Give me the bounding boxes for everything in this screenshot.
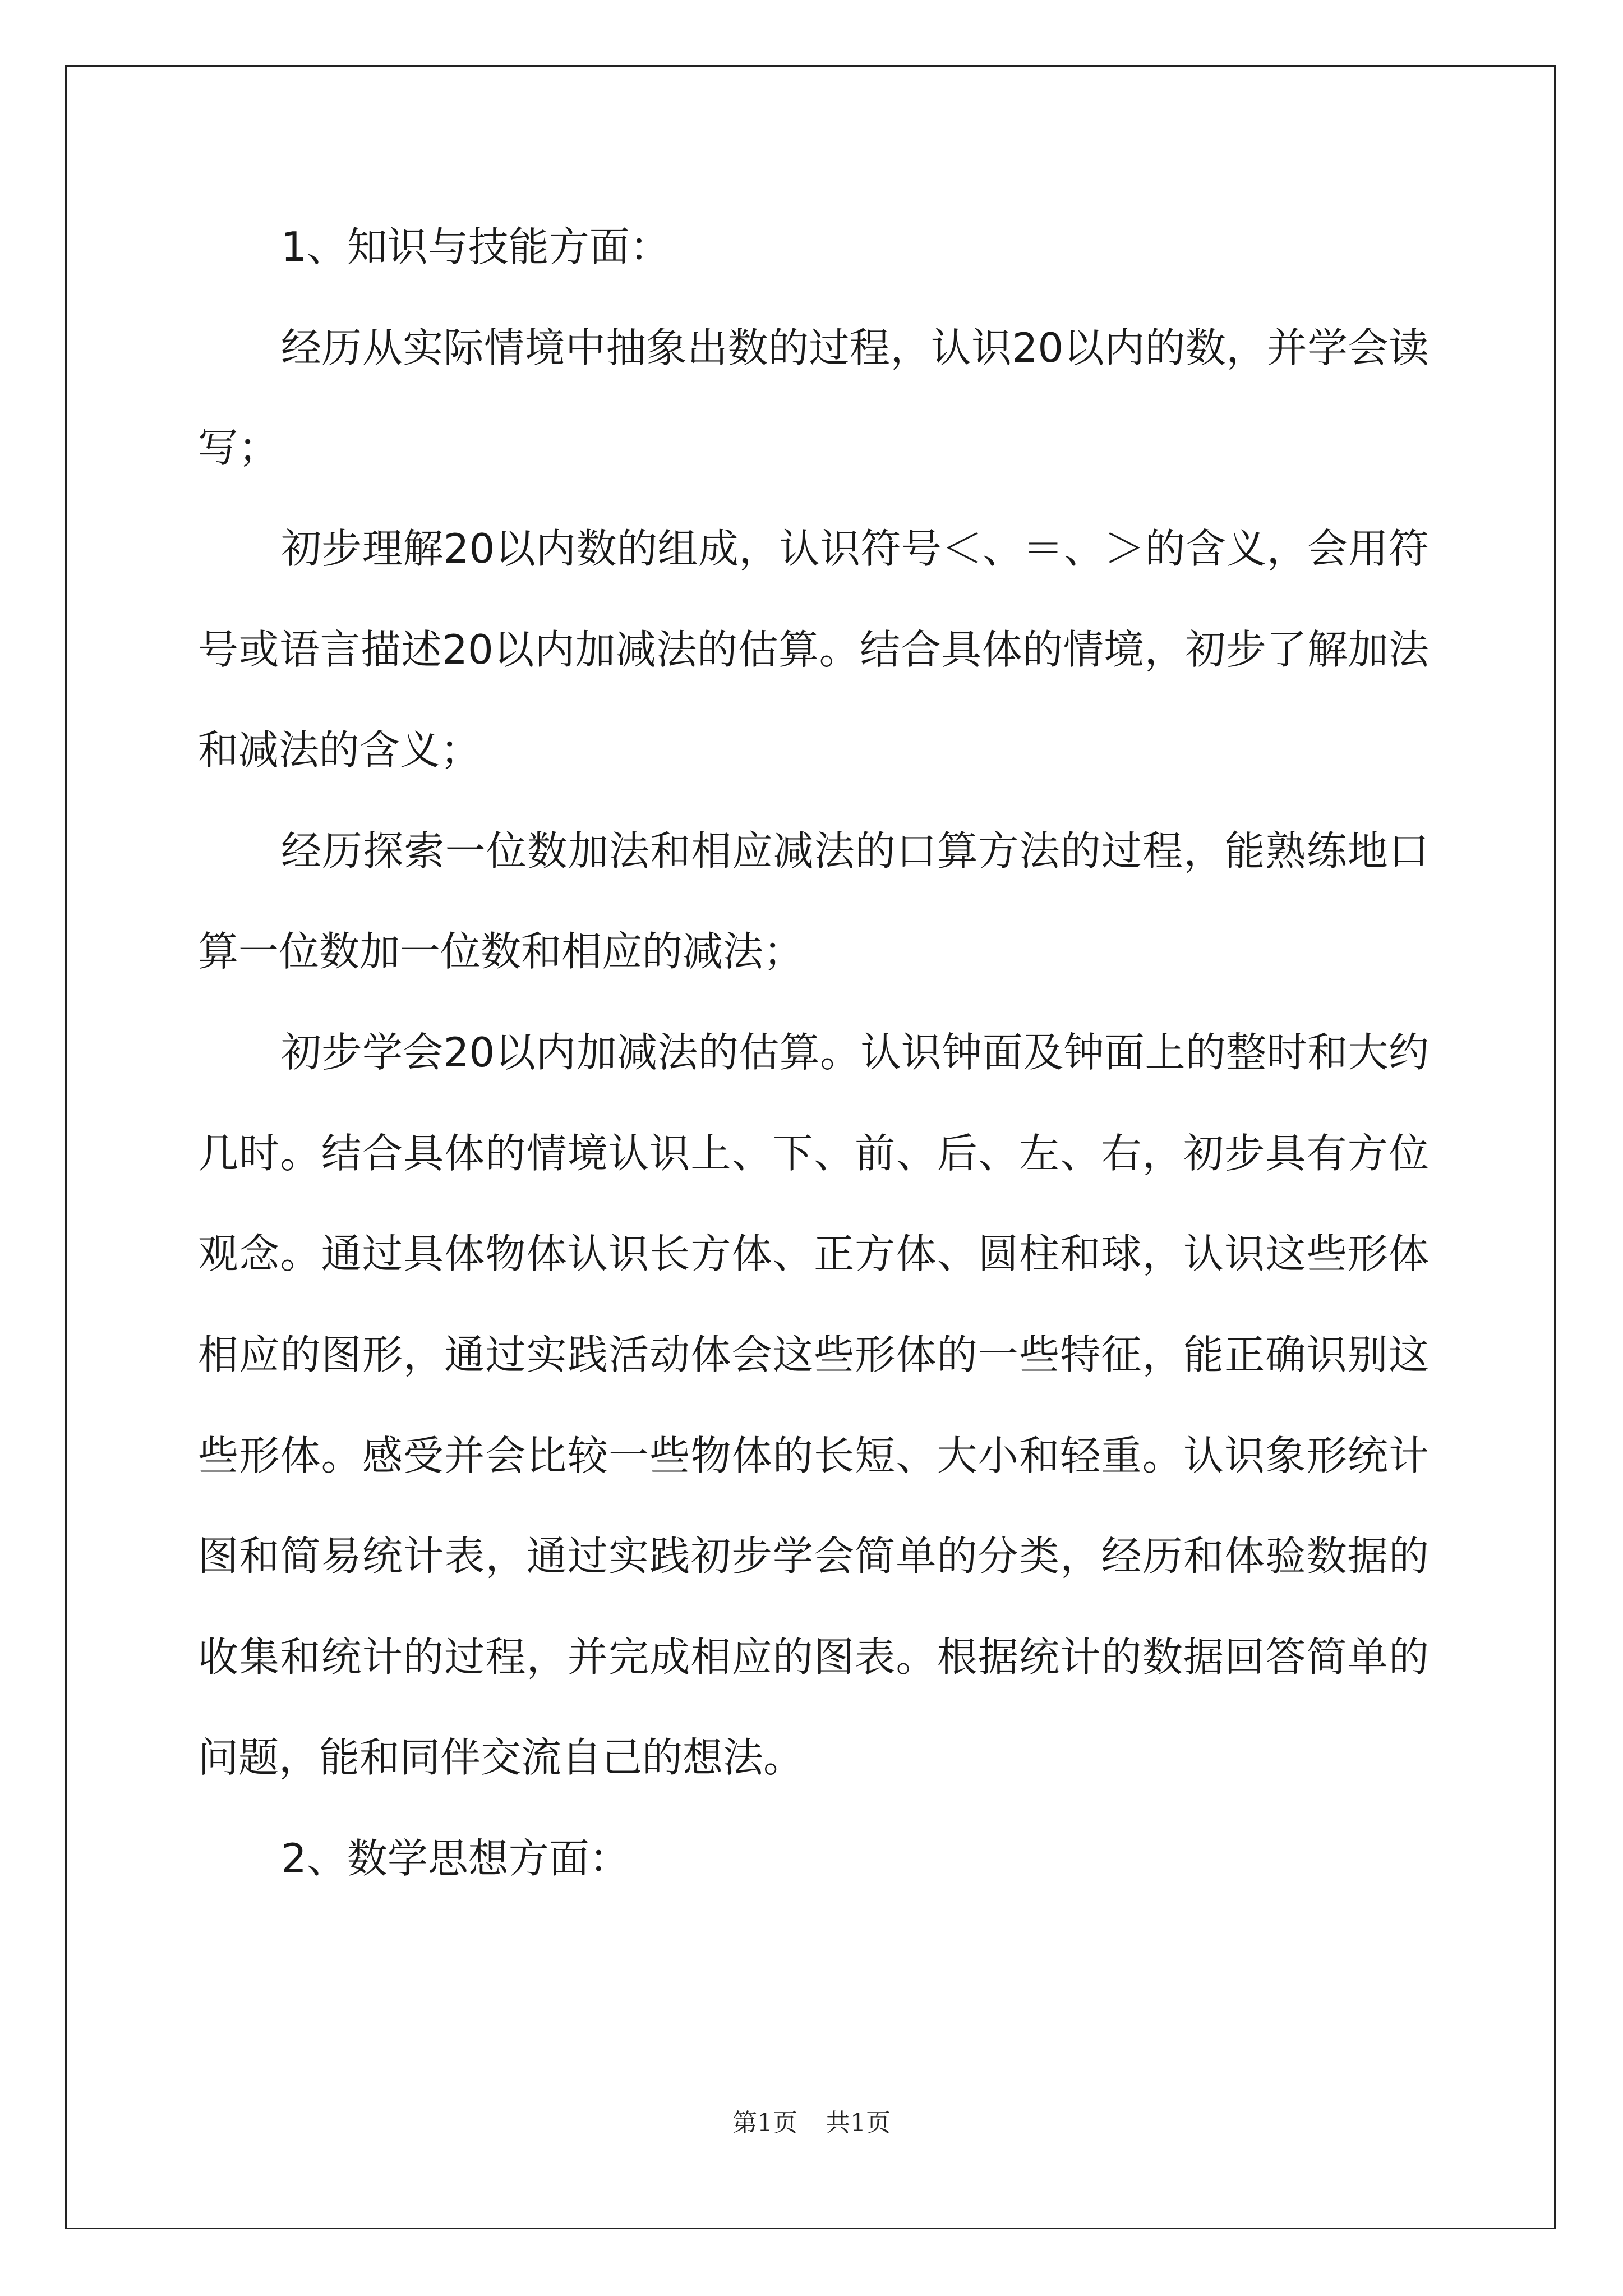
paragraph-line: 经历从实际情境中抽象出数的过程，认识20以内的数，并学会读 [281,324,1429,371]
paragraph-line: 初步学会20以内加减法的估算。认识钟面及钟面上的整时和大约 [281,1029,1429,1076]
page-number: 第1页 [732,2109,797,2137]
paragraph-line: 收集和统计的过程，并完成相应的图表。根据统计的数据回答简单的 [198,1634,1429,1681]
paragraph-line: 几时。结合具体的情境认识上、下、前、后、左、右，初步具有方位 [198,1130,1429,1177]
paragraph-line: 经历探索一位数加法和相应减法的口算方法的过程，能熟练地口 [281,827,1429,875]
section-heading-math-thinking: 2、数学思想方面： [281,1835,630,1882]
paragraph-line: 些形体。感受并会比较一些物体的长短、大小和轻重。认识象形统计 [198,1432,1429,1479]
paragraph-line: 号或语言描述20以内加减法的估算。结合具体的情境，初步了解加法 [198,626,1429,673]
section-heading-knowledge-skills: 1、知识与技能方面： [281,223,670,270]
paragraph-line: 初步理解20以内数的组成，认识符号＜、＝、＞的含义，会用符 [281,525,1429,572]
paragraph-line: 算一位数加一位数和相应的减法； [198,928,804,975]
page-footer [0,2102,1623,2138]
paragraph-line: 相应的图形，通过实践活动体会这些形体的一些特征，能正确识别这 [198,1331,1429,1378]
paragraph-line: 观念。通过具体物体认识长方体、正方体、圆柱和球，认识这些形体 [198,1230,1429,1277]
page-total: 共1页 [826,2109,891,2137]
paragraph-line: 图和简易统计表，通过实践初步学会简单的分类，经历和体验数据的 [198,1533,1429,1580]
paragraph-line: 写； [198,424,279,471]
paragraph-line: 和减法的含义； [198,726,481,774]
paragraph-line: 问题，能和同伴交流自己的想法。 [198,1734,804,1781]
